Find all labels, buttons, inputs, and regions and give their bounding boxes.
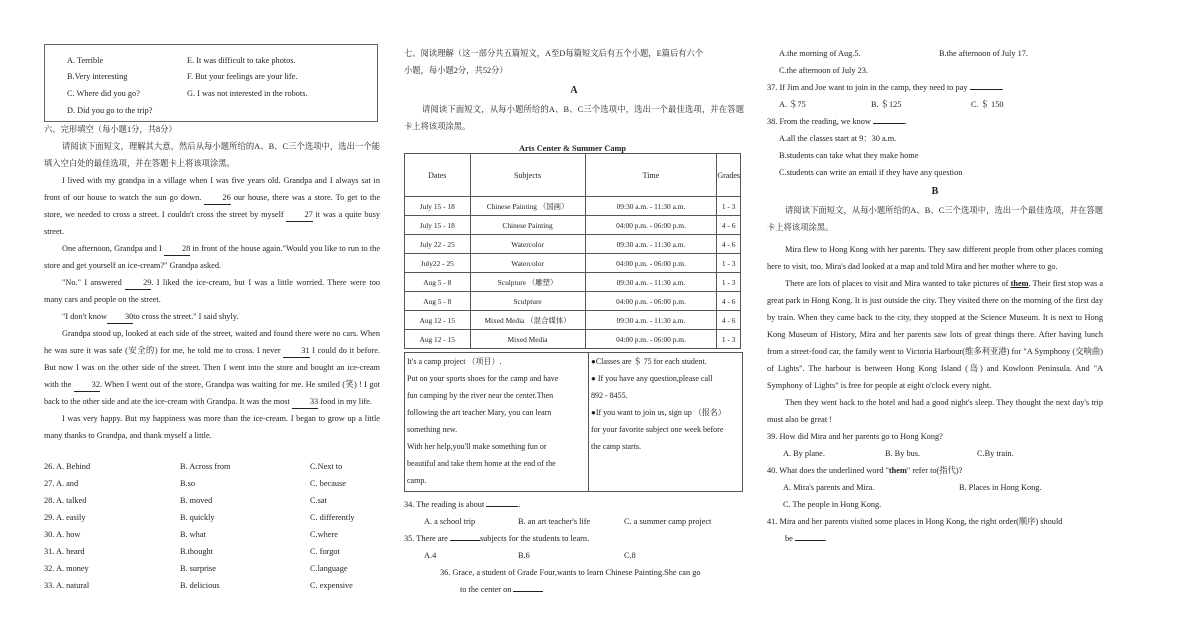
cloze-paragraph-5: Grandpa stood up, looked at each side of the street, waited and found there were no cars. When he was sure it was safe (安全的) for me, he told me to cross. I never 31 I could do it before. But now I was on the other side of the street. Then I went into the store and bought an ice-cream with the 32. When I went out of the store, Grandpa was waiting for me. He smiled (笑) ! I got back to the other side and ate the ice-cream with Grandpa. It was the most 33 food in my life. xyxy=(44,325,380,410)
camp-schedule-table xyxy=(404,153,741,349)
table-row: July 15 - 18 Chinese Painting 04:00 p.m. - 06:00 p.m. 4 - 6 xyxy=(405,216,741,235)
option-g: G. I was not interested in the robots. xyxy=(187,89,308,98)
column-middle xyxy=(404,0,744,644)
option-b: B.Very interesting xyxy=(67,72,128,81)
choice-row-32: 32. A. money B. surprise C.language xyxy=(44,564,348,573)
underlined-word-them: them xyxy=(1010,279,1029,288)
table-row: Aug 5 - 8 Sculpture 04:00 p.m. - 06:00 p.m. 4 - 6 xyxy=(405,292,741,311)
section-title-reading-1: 七、阅读理解（这一部分共五篇短文，A至D每篇短文后有五个小题，E篇后有六个 xyxy=(404,49,704,58)
table-row: July 22 - 25 Watercolor 09:30 a.m. - 11:30 a.m. 4 - 6 xyxy=(405,235,741,254)
question-37: 37. If Jim and Joe want to join in the camp, they need to pay . xyxy=(767,83,1004,92)
cloze-paragraph-1: I lived with my grandpa in a village when I was five years old. Grandpa and I always sat in front of our house to watch the sun go down. 26 our house, there was a store. To get to the store, we needed to cross a street. I couldn't cross the street by myself 27 it was a quite busy street. xyxy=(44,176,381,236)
reading-b-instruction: 请阅读下面短文，从每小题所给的A、B、C三个选项中，选出一个最佳选项，并在答题卡上将该项涂黑。 xyxy=(767,206,1103,232)
question-38: 38. From the reading, we know . xyxy=(767,117,908,126)
blank-30: 30 xyxy=(107,311,133,324)
answer-blank-34[interactable] xyxy=(486,506,518,507)
column-right: A.the morning of Aug.5. B.the afternoon of July 17. C.the afternoon of July 23. 37. If Jim and Joe want to join in the camp, they need to pay . A. ＄75 B. ＄125 C. ＄ 150 38. From the reading, we know . A.all the classes start at 9：30 a.m. B.students can take what they make home C.students can write an email if they have any question B 请阅读下面短文，从每小题所给的A、B、C三个选项中，选出一个最佳选项，并在答题卡上将该项涂黑。 Mira flew to Hong Kong with her parents. They saw different people from other places coming here to visit, too. Mira's dad looked at a map and told Mira and her mother where to go. There are lots of places to visit and Mira wanted to take pictures of them. Their first stop was a great park in Hong Kong. It is just outside the city. They visited there on the morning of the first day by train. When they came back to the city, they stopped at the Science Museum. It is next to Hong Kong Museum of History, Mira and her parents saw lots of great things there. After having lunch from a street-food car, the family went to Victoria Harbour(维多利亚港) for "A Symphony (交响曲) of Lights". The harbour is between Hong Kong Island (岛) and Kowloon Peninsula. And "A Symphony of Lights" is free for people at eight o'clock every night. Then they went back to the hotel and had a good night's sleep. They thought the next day's trip must also be great ! 39. How did Mira and her parents go to Hong Kong? A. By plane. B. By bus. C.By train. 40. What does the underlined word "them" refer to(指代)? A. Mira's parents and Mira. B. Places in Hong Kong. C. The people in Hong Kong. 41. Mira and her parents visited some places in Hong Kong, the right order(顺序) should be . xyxy=(767,0,1103,644)
header-time: Time xyxy=(585,154,717,197)
table-row: Aug 12 - 15 Mixed Media （混合媒体） 09:30 a.m. - 11:30 a.m. 4 - 6 xyxy=(405,311,741,330)
table-row: July22 - 25 Watercolor 04:00 p.m. - 06:00 p.m. 1 - 3 xyxy=(405,254,741,273)
questions-34-36 xyxy=(404,496,744,598)
reading-b-paragraph-1: Mira flew to Hong Kong with her parents. They saw different people from other places coming here to visit, too. Mira's dad looked at a map and told Mira and her mother where to go. xyxy=(767,245,1103,271)
choice-row-29: 29. A. easily B. quickly C. differently xyxy=(44,513,355,522)
option-f: F. But your feelings are your life. xyxy=(187,72,298,81)
reading-a-instruction: 请阅读下面短文，从每小题所给的A、B、C三个选项中，选出一个最佳选项，并在答题卡上将该项涂黑。 xyxy=(404,105,744,131)
question-39-options: A. By plane. B. By bus. C.By train. xyxy=(783,449,1014,458)
choice-row-31: 31. A. heard B.thought C. forgot xyxy=(44,547,340,556)
blank-28: 28 xyxy=(164,243,190,256)
choice-row-28: 28. A. talked B. moved C.sat xyxy=(44,496,327,505)
header-subjects: Subjects xyxy=(470,154,585,197)
cloze-paragraph-4: "I don't know 30to cross the street." I said shyly. xyxy=(44,308,380,325)
question-36-line-1: 36. Grace, a student of Grade Four,wants to learn Chinese Painting.She can go xyxy=(440,568,701,577)
question-37-options: A. ＄75 B. ＄125 C. ＄ 150 xyxy=(779,100,1004,109)
question-40: 40. What does the underlined word "them" refer to(指代)? xyxy=(767,466,963,475)
options-box xyxy=(44,44,378,122)
question-41-line-2: be . xyxy=(785,534,827,543)
question-35: 35. There are subjects for the students to learn. xyxy=(404,534,590,543)
answer-blank-35[interactable] xyxy=(450,540,480,541)
cloze-paragraph-2: One afternoon, Grandpa and I 28 in front of the house again."Would you like to run to the store and get yourself an ice-cream?" Grandpa asked. xyxy=(44,244,381,270)
option-d: D. Did you go to the trip? xyxy=(67,106,153,115)
table-row: July 15 - 18 Chinese Painting （国画） 09:30 a.m. - 11:30 a.m. 1 - 3 xyxy=(405,197,741,216)
table-row: Aug 12 - 15 Mixed Media 04:00 p.m. - 06:00 p.m. 1 - 3 xyxy=(405,330,741,349)
answer-blank-41[interactable] xyxy=(795,540,825,541)
cloze-instruction: 请阅读下面短文，理解其大意，然后从每小题所给的A、B、C三个选项中，选出一个能填入空白处的最佳选项，并在答题卡上将该项涂黑。 xyxy=(44,142,380,168)
question-35-options: A.4 B.6 C.8 xyxy=(424,551,636,560)
cloze-paragraph-3: "No." I answered 29. I liked the ice-cream, but I was a little worried. There were too many cars and people on the street. xyxy=(44,278,380,304)
option-c: C. Where did you go? xyxy=(67,89,140,98)
part-a-heading: A xyxy=(570,85,578,96)
section-title-cloze: 六、完形填空（每小题1分，共8分） xyxy=(44,125,177,134)
blank-31: 31 xyxy=(283,345,309,358)
table-title: Arts Center & Summer Camp xyxy=(518,144,627,153)
question-34: 34. The reading is about . xyxy=(404,500,521,509)
choice-row-26: 26. A. Behind B. Across from C.Next to xyxy=(44,462,343,471)
section-title-reading-2: 小题，每小题2分，共52分） xyxy=(404,66,508,75)
camp-notes-right: ●Classes are ＄ 75 for each student. ● If you have any question,please call 892 - 8455. ●If you want to join us, sign up （报名） for your favorite subject one week before the camp starts. xyxy=(588,353,743,491)
question-38-option-a[interactable]: A.all the classes start at 9：30 a.m. xyxy=(779,134,897,143)
blank-27: 27 xyxy=(286,209,312,222)
question-40-options: A. Mira's parents and Mira. B. Places in Hong Kong. xyxy=(783,483,1042,492)
blank-26: 26 xyxy=(204,192,230,205)
answer-blank-36[interactable] xyxy=(513,591,543,592)
table-row: Aug 5 - 8 Sculpture （雕塑） 09:30 a.m. - 11:30 a.m. 1 - 3 xyxy=(405,273,741,292)
question-38-option-b[interactable]: B.students can take what they make home xyxy=(779,151,919,160)
column-left xyxy=(44,0,380,644)
blank-29: 29 xyxy=(125,277,151,290)
part-b-heading: B xyxy=(931,186,939,197)
question-36-options: A.the morning of Aug.5. B.the afternoon of July 17. xyxy=(779,49,1028,58)
option-e: E. It was difficult to take photos. xyxy=(187,56,296,65)
header-grades: Grades xyxy=(717,154,741,197)
option-a: A. Terrible xyxy=(67,56,104,65)
camp-notes-left: It's a camp project （项目）. Put on your sports shoes for the camp and have fun camping by the river near the center.Then following the art teacher Mary, you can learn something new. With her help,you'll make something fun or beautiful and take them home at the end of the camp. xyxy=(407,357,559,485)
answer-blank-37[interactable] xyxy=(970,89,1002,90)
question-38-option-c[interactable]: C.students can write an email if they have any question xyxy=(779,168,963,177)
reading-b-paragraph-3: Then they went back to the hotel and had a good night's sleep. They thought the next day's trip must also be great ! xyxy=(767,398,1103,424)
camp-notes-box xyxy=(404,352,743,492)
question-39: 39. How did Mira and her parents go to Hong Kong? xyxy=(767,432,943,441)
blank-32: 32 xyxy=(74,379,100,392)
table-header-row xyxy=(405,154,741,197)
cloze-paragraph-6: I was very happy. But my happiness was more than the ice-cream. I began to grow up a little many thanks to Grandpa, and thank myself a little. xyxy=(44,414,380,440)
choice-row-33: 33. A. natural B. delicious C. expensive xyxy=(44,581,353,590)
cloze-choices xyxy=(44,458,380,594)
choice-row-27: 27. A. and B.so C. because xyxy=(44,479,346,488)
header-dates: Dates xyxy=(405,154,471,197)
question-40-option-c[interactable]: C. The people in Hong Kong. xyxy=(783,500,882,509)
reading-b-paragraph-2: There are lots of places to visit and Mira wanted to take pictures of them. Their first stop was a great park in Hong Kong. It is just outside the city. They visited there on the morning of the first day by train. When they came back to the city, they stopped at the Science Museum. It is next to Hong Kong Museum of History, Mira and her parents saw lots of great things there. After having lunch from a street-food car, the family went to Victoria Harbour(维多利亚港) for "A Symphony (交响曲) of Lights". The harbour is between Hong Kong Island (岛) and Kowloon Peninsula. And "A Symphony of Lights" is free for people at eight o'clock every night. xyxy=(767,279,1104,390)
question-41-line-1: 41. Mira and her parents visited some places in Hong Kong, the right order(顺序) should xyxy=(767,517,1063,526)
question-34-options: A. a school trip B. an art teacher's life C. a summer camp project xyxy=(424,517,712,526)
question-36-line-2: to the center on xyxy=(404,581,744,598)
blank-33: 33 xyxy=(292,396,318,409)
answer-blank-38[interactable] xyxy=(873,123,905,124)
choice-row-30: 30. A. how B. what C.where xyxy=(44,530,338,539)
